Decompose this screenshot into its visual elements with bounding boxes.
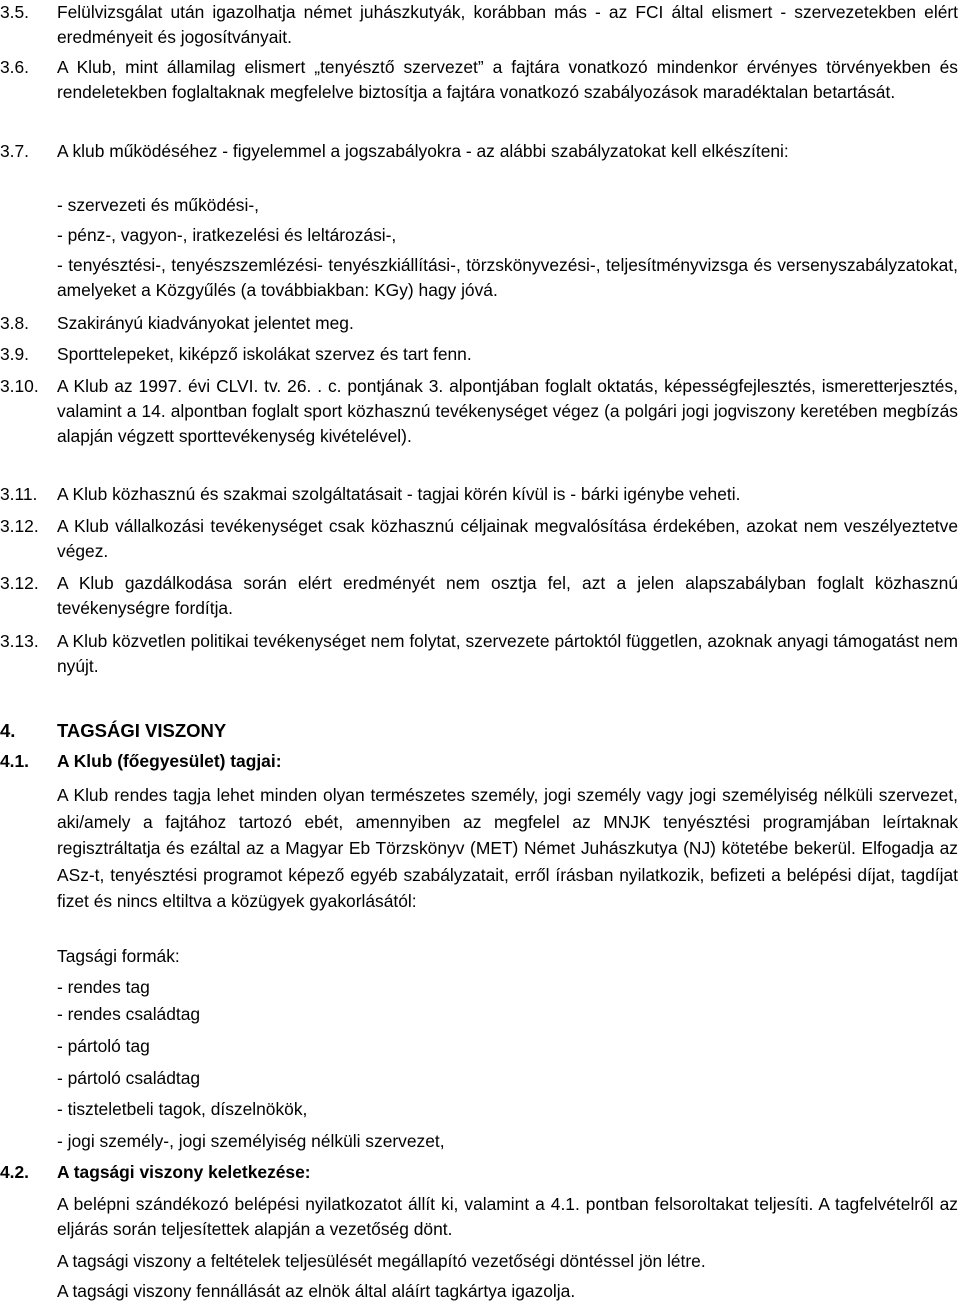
section-number: 4.1. <box>0 751 30 771</box>
list-item: - pártoló családtag <box>57 1068 201 1088</box>
section-number: 4.2. <box>0 1162 30 1182</box>
paragraph: A Klub közvetlen politikai tevékenységet nem folytat, szervezete pártoktól független, azoknak anyagi támogatást nem nyújt. <box>57 631 958 676</box>
paragraph: A tagsági viszony fennállását az elnök által aláírt tagkártya igazolja. <box>57 1281 576 1301</box>
paragraph: A Klub, mint államilag elismert „tenyésztő szervezet” a fajtára vonatkozó mindenkor érvényes törvényekben és rendeletekben foglaltaknak megfelelve biztosítja a fajtára vonatkozó szabályozások maradéktalan betartását. <box>57 57 958 102</box>
section-title: A Klub (főegyesület) tagjai: <box>57 751 282 771</box>
list-item: - tenyésztési-, tenyészszemlézési- tenyészkiállítási-, törzskönyvezési-, teljesítményvizsga és versenyszabályzatokat, amelyeket a Közgyűlés (a továbbiakban: KGy) hagy jóvá. <box>57 255 958 300</box>
section-number: 3.6. <box>0 57 30 77</box>
section-number: 3.5. <box>0 2 30 22</box>
paragraph: A Klub közhasznú és szakmai szolgáltatásait - tagjai körén kívül is - bárki igénybe veheti. <box>57 484 741 504</box>
list-item: - jogi személy-, jogi személyiség nélküli szervezet, <box>57 1131 445 1151</box>
paragraph: A Klub az 1997. évi CLVI. tv. 26. . c. pontjának 3. alpontjában foglalt oktatás, képességfejlesztés, ismeretterjesztés, valamint a 14. alpontban foglalt sport közhasznú tevékenységet végez (a polgári jogi jogviszony keretében megbízás alapján végzett sporttevékenység kivételével). <box>57 376 958 446</box>
paragraph: Szakirányú kiadványokat jelentet meg. <box>57 313 354 333</box>
paragraph: A tagsági viszony a feltételek teljesülését megállapító vezetőségi döntéssel jön létre. <box>57 1251 706 1271</box>
paragraph: A belépni szándékozó belépési nyilatkozatot állít ki, valamint a 4.1. pontban felsoroltakat teljesíti. A tagfelvételről az eljárás során teljesítettek alapján a vezetőség dönt. <box>57 1194 958 1239</box>
list-item: - tiszteletbeli tagok, díszelnökök, <box>57 1099 308 1119</box>
section-number: 3.10. <box>0 376 39 396</box>
membership-forms-label: Tagsági formák: <box>57 946 180 966</box>
list-item: - szervezeti és működési-, <box>57 195 259 215</box>
paragraph: A Klub vállalkozási tevékenységet csak közhasznú céljainak megvalósítása érdekében, azokat nem veszélyeztetve végez. <box>57 516 958 561</box>
paragraph: A Klub rendes tagja lehet minden olyan természetes személy, jogi személy vagy jogi személyiség nélküli szervezet, aki/amely a fajtához tartozó ebét, amennyiben az megfelel az MNJK tenyésztési programjában leírtaknak regisztráltatja és ezáltal az a Magyar Eb Törzskönyv (MET) Német Juhászkutya (NJ) kötetébe bekerül. Elfogadja az ASz-t, tenyésztési programot képező egyéb szabályzatait, erről írásban nyilatkozik, befizeti a belépési díjat, tagdíjat fizet és nincs eltiltva a közügyek gyakorlásától: <box>57 785 958 911</box>
section-number: 3.12. <box>0 573 39 593</box>
section-number: 3.7. <box>0 141 30 161</box>
section-number: 3.13. <box>0 631 39 651</box>
list-item: - pártoló tag <box>57 1036 150 1056</box>
section-number: 3.12. <box>0 516 39 536</box>
list-item: - rendes családtag <box>57 1004 201 1024</box>
section-number: 3.8. <box>0 313 30 333</box>
section-title: A tagsági viszony keletkezése: <box>57 1162 311 1182</box>
section-number: 3.11. <box>0 484 38 504</box>
paragraph: A klub működéséhez - figyelemmel a jogszabályokra - az alábbi szabályzatokat kell elkészíteni: <box>57 141 789 161</box>
section-number: 3.9. <box>0 344 30 364</box>
list-item: - pénz-, vagyon-, iratkezelési és leltározási-, <box>57 225 397 245</box>
chapter-title: TAGSÁGI VISZONY <box>57 720 227 741</box>
paragraph: Sporttelepeket, kiképző iskolákat szervez és tart fenn. <box>57 344 472 364</box>
paragraph: Felülvizsgálat után igazolhatja német juhászkutyák, korábban más - az FCI által elismert - szervezetekben elért eredményeit és jogosítványait. <box>57 2 958 47</box>
paragraph: A Klub gazdálkodása során elért eredményét nem osztja fel, azt a jelen alapszabályban foglalt közhasznú tevékenységre fordítja. <box>57 573 958 618</box>
list-item: - rendes tag <box>57 977 150 997</box>
chapter-number: 4. <box>0 720 16 741</box>
